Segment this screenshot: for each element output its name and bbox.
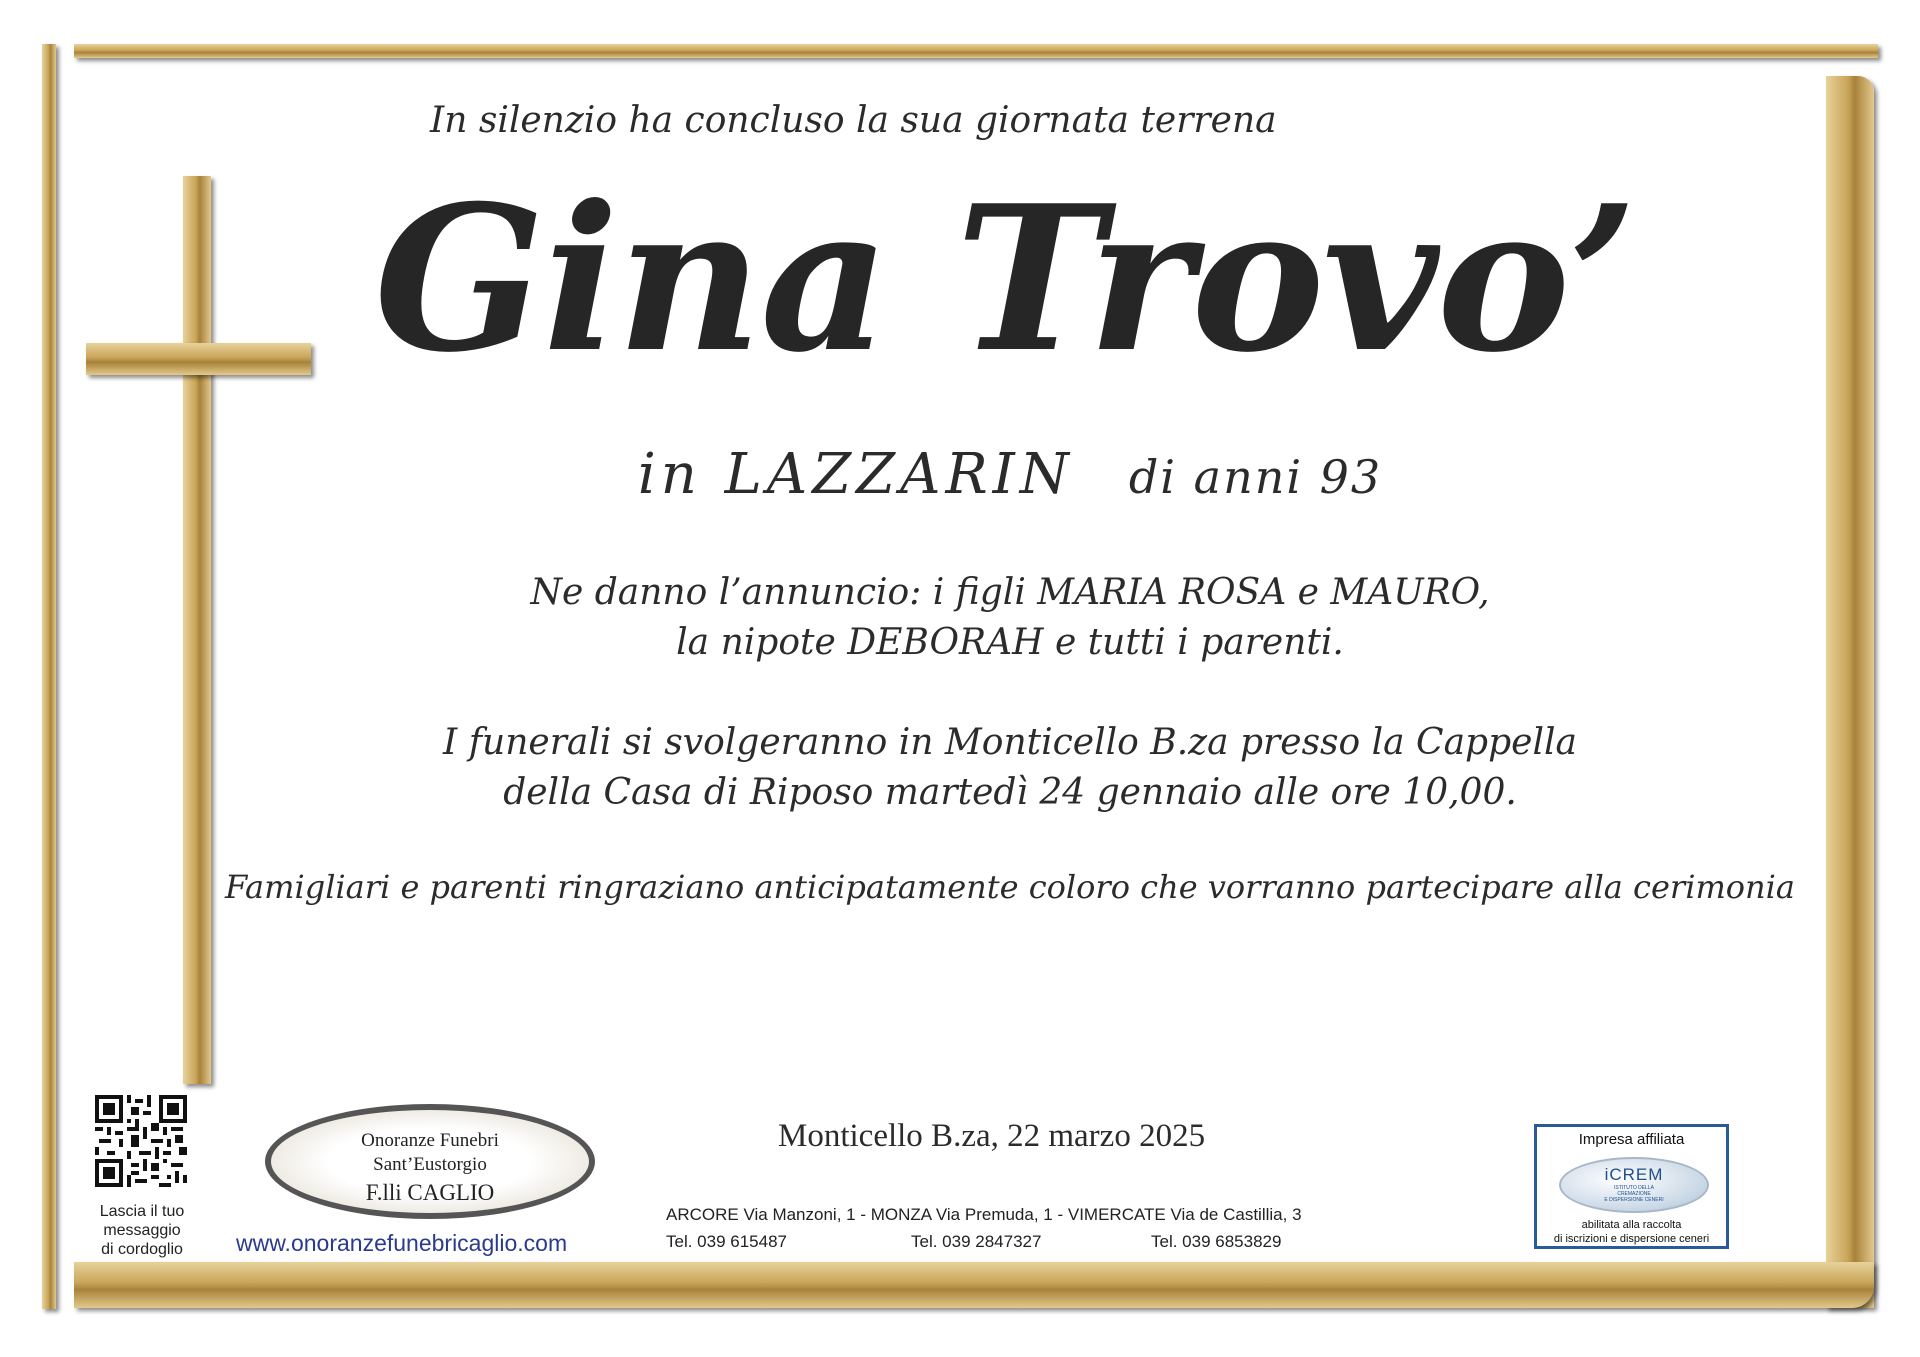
place-date: Monticello B.za, 22 marzo 2025 [778,1118,1206,1154]
qr-code[interactable] [95,1095,187,1187]
phone-monza: Tel. 039 2847327 [911,1232,1042,1251]
funeral-home-line-1: Onoranze Funebri [361,1130,499,1151]
affiliation-badge [1534,1124,1729,1249]
subline [50,442,1920,507]
addresses-line: ARCORE Via Manzoni, 1 - MONZA Via Premuda, 1 - VIMERCATE Via de Castillia, 3 [666,1205,1302,1224]
qr-caption [80,1202,204,1259]
phone-vimercate: Tel. 039 6853829 [1151,1232,1282,1251]
qr-caption-line-3: di cordoglio [101,1241,183,1258]
frame-top-bar [74,44,1878,58]
frame-bottom-bar [74,1262,1874,1308]
header-line: In silenzio ha concluso la sua giornata terrena [430,100,1277,141]
affiliation-caption-2: di iscrizioni e dispersione ceneri [1553,1233,1710,1245]
age: di anni 93 [1128,450,1383,504]
deceased-name: Gina Trovo’ [374,162,1636,397]
icrem-logo-sub-1: ISTITUTO DELLA [1614,1185,1654,1191]
announcement-line-2: la nipote DEBORAH e tutti i parenti. [676,622,1344,663]
funeral-line-1: I funerali si svolgeranno in Monticello B.za presso la Cappella [443,722,1577,763]
qr-caption-line-1: Lascia il tuo [99,1203,185,1220]
qr-caption-line-2: messaggio [103,1222,181,1239]
phone-arcore: Tel. 039 615487 [666,1232,787,1251]
icrem-logo [1559,1157,1709,1213]
funeral-home-line-3: F.lli CAGLIO [365,1180,495,1205]
affiliation-caption-1: abilitata alla raccolta [1581,1219,1682,1231]
funeral-home-line-2: Sant’Eustorgio [373,1154,487,1175]
married-name: in LAZZARIN [637,442,1074,507]
icrem-logo-text: iCREM [1604,1165,1664,1184]
icrem-logo-sub-3: E DISPERSIONE CENERI [1604,1197,1664,1203]
funeral-home-website[interactable]: www.onoranzefunebricaglio.com [236,1230,568,1256]
funeral-home-logo [265,1104,595,1219]
announcement-line-1: Ne danno l’annuncio: i figli MARIA ROSA e MAURO, [530,572,1490,613]
funeral-line-2: della Casa di Riposo martedì 24 gennaio alle ore 10,00. [503,772,1517,813]
icrem-logo-sub-2: CREMAZIONE [1617,1191,1651,1197]
affiliation-title: Impresa affiliata [1578,1131,1685,1148]
thanks-line: Famigliari e parenti ringraziano anticipatamente coloro che vorranno partecipare alla cerimonia [225,868,1795,906]
